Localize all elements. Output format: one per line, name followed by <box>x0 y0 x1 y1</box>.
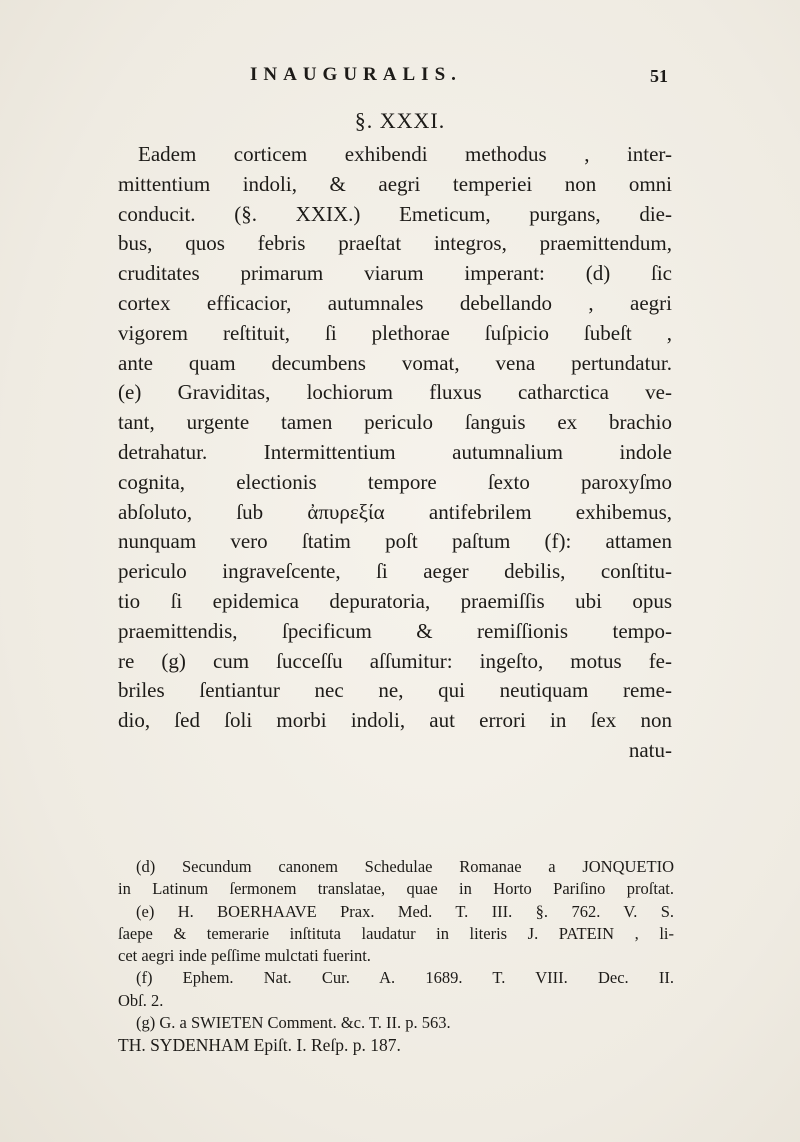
footnote-line: ſaepe & temerarie inſtituta laudatur in literis J. PATEIN , li- <box>118 923 674 943</box>
body-line: tio ſi epidemica depuratoria, praemiſſis ubi opus <box>118 588 672 613</box>
footnote-line: (e) H. BOERHAAVE Prax. Med. T. III. §. 762. V. S. <box>136 901 674 921</box>
running-title: INAUGURALIS. <box>250 64 462 85</box>
footnote-line: TH. SYDENHAM Epiſt. I. Reſp. p. 187. <box>118 1035 401 1056</box>
body-line: re (g) cum ſucceſſu aſſumitur: ingeſto, motus fe- <box>118 648 672 673</box>
body-line: periculo ingraveſcente, ſi aeger debilis, conſtitu- <box>118 559 672 584</box>
footnotes <box>118 856 674 1057</box>
body-line: praemittendis, ſpecificum & remiſſionis tempo- <box>118 618 672 643</box>
body-line: bus, quos febris praeſtat integros, praemittendum, <box>118 231 672 256</box>
body-text <box>118 140 672 766</box>
footnote-line: (g) G. a SWIETEN Comment. &c. T. II. p. 563. <box>136 1013 451 1033</box>
body-line: ante quam decumbens vomat, vena pertundatur. <box>118 350 672 375</box>
page-number: 51 <box>650 66 668 86</box>
body-line: (e) Graviditas, lochiorum fluxus catharctica ve- <box>118 380 672 405</box>
body-line: cognita, electionis tempore ſexto paroxyſmo <box>118 469 672 494</box>
body-line: abſoluto, ſub ἀπυρεξία antifebrilem exhibemus, <box>118 499 672 524</box>
footnote-line: (d) Secundum canonem Schedulae Romanae a JONQUETIO <box>136 857 674 876</box>
body-line: Eadem corticem exhibendi methodus , inter- <box>138 142 672 166</box>
body-line: dio, ſed ſoli morbi indoli, aut errori in ſex non <box>118 708 672 733</box>
catchword: natu- <box>628 737 672 762</box>
body-line: cruditates primarum viarum imperant: (d) ſic <box>118 261 672 286</box>
footnote-line: cet aegri inde peſſime mulctati fuerint. <box>118 946 371 966</box>
footnote-line: (f) Ephem. Nat. Cur. A. 1689. T. VIII. Dec. II. <box>136 968 674 988</box>
body-line: mittentium indoli, & aegri temperiei non omni <box>118 171 672 196</box>
body-line: detrahatur. Intermittentium autumnalium indole <box>118 439 672 464</box>
body-line: conducit. (§. XXIX.) Emeticum, purgans, die- <box>118 201 672 226</box>
footnote-line: Obſ. 2. <box>118 990 164 1010</box>
body-line: nunquam vero ſtatim poſt paſtum (f): attamen <box>118 529 672 554</box>
body-line: cortex efficacior, autumnales debellando , aegri <box>118 290 672 315</box>
section-heading: §. XXXI. <box>354 108 446 133</box>
body-line: vigorem reſtituit, ſi plethorae ſuſpicio ſubeſt , <box>118 320 672 345</box>
body-line: briles ſentiantur nec ne, qui neutiquam reme- <box>118 678 672 703</box>
body-line: tant, urgente tamen periculo ſanguis ex brachio <box>118 410 672 435</box>
footnote-line: in Latinum ſermonem translatae, quae in Horto Pariſino proſtat. <box>118 879 674 899</box>
